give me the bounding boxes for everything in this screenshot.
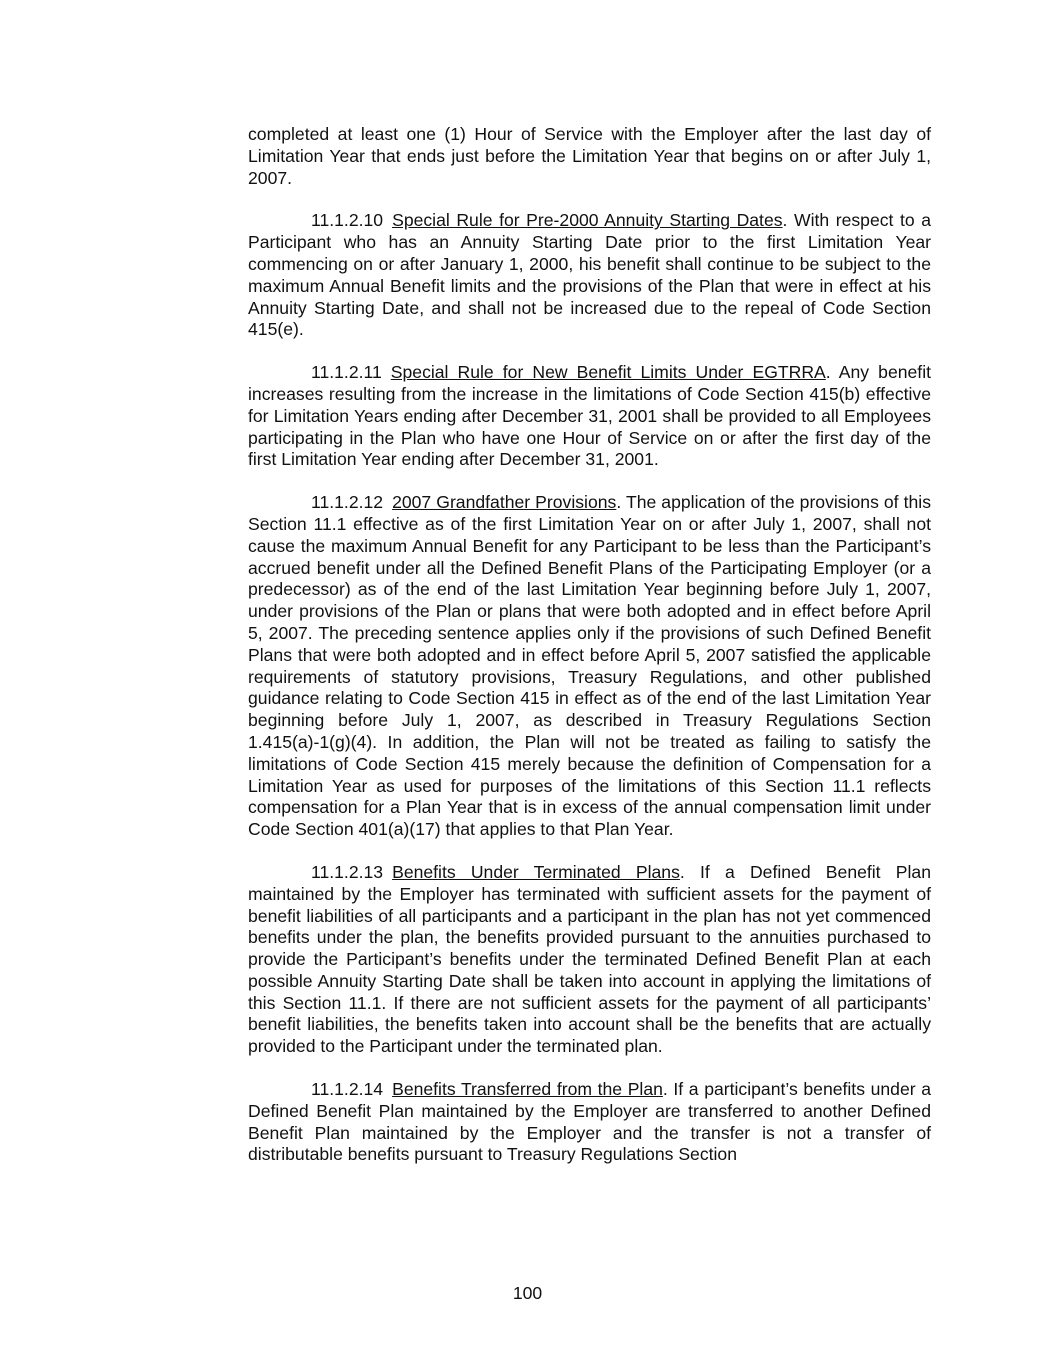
section-heading: Benefits Transferred from the Plan	[392, 1079, 663, 1100]
section-body: . The application of the provisions of this Section 11.1 effective as of the first Limitation Year on or after July 1, 2007, shall not cause the maximum Annual Benefit for any Participant to be less than the Participant’s accrued benefit under all the Defined Benefit Plans of the Participating Employer (or a predecessor) as of the end of the last Limitation Year beginning before July 1, 2007, under provisions of the Plan or plans that were both adopted and in effect before April 5, 2007. The preceding sentence applies only if the provisions of such Defined Benefit Plans that were both adopted and in effect before April 5, 2007 satisfied the applicable requirements of statutory provisions, Treasury Regulations, and other published guidance relating to Code Section 415 in effect as of the end of the last Limitation Year beginning before July 1, 2007, as described in Treasury Regulations Section 1.415(a)-1(g)(4). In addition, the Plan will not be treated as failing to satisfy the limitations of Code Section 415 merely because the definition of Compensation for a Limitation Year as used for purposes of the limitations of this Section 11.1 reflects compensation for a Plan Year that is in excess of the annual compensation limit under Code Section 401(a)(17) that applies to that Plan Year.	[248, 492, 931, 840]
section-body: . If a participant’s benefits under a Defined Benefit Plan maintained by the Employer are transferred to another Defined Benefit Plan maintained by the Employer and the transfer is not a transfer of distributable benefits pursuant to Treasury Regulations Section	[248, 1079, 931, 1165]
section-11-1-2-11	[248, 362, 931, 471]
section-number: 11.1.2.10	[311, 210, 384, 231]
section-number: 11.1.2.14	[311, 1079, 384, 1100]
section-heading: Special Rule for Pre-2000 Annuity Starting Dates	[392, 210, 783, 231]
section-heading: 2007 Grandfather Provisions	[392, 492, 617, 513]
section-number: 11.1.2.12	[311, 492, 384, 513]
section-body: . If a Defined Benefit Plan maintained by the Employer has terminated with sufficient assets for the payment of benefit liabilities of all participants and a participant in the plan has not yet commenced benefits under the plan, the benefits provided pursuant to the annuities purchased to provide the Participant’s benefits under the terminated Defined Benefit Plan at each possible Annuity Starting Date shall be taken into account in applying the limitations of this Section 11.1. If there are not sufficient assets for the payment of all participants’ benefit liabilities, the benefits taken into account shall be the benefits that are actually provided to the Participant under the terminated plan.	[248, 861, 931, 1057]
section-11-1-2-14	[248, 1079, 931, 1166]
section-11-1-2-12	[248, 492, 931, 841]
document-page	[248, 124, 931, 1187]
section-11-1-2-10	[248, 210, 931, 341]
continuation-paragraph: completed at least one (1) Hour of Service with the Employer after the last day of Limitation Year that ends just before the Limitation Year that begins on or after July 1, 2007.	[248, 124, 931, 188]
section-number: 11.1.2.13	[311, 861, 384, 882]
section-body: . With respect to a Participant who has an Annuity Starting Date prior to the first Limitation Year commencing on or after January 1, 2000, his benefit shall continue to be subject to the maximum Annual Benefit limits and the provisions of the Plan that were in effect at his Annuity Starting Date, and shall not be increased due to the repeal of Code Section 415(e).	[248, 210, 931, 340]
section-heading: Benefits Under Terminated Plans	[392, 861, 680, 882]
section-11-1-2-13	[248, 862, 931, 1058]
section-body: . Any benefit increases resulting from the increase in the limitations of Code Section 415(b) effective for Limitation Years ending after December 31, 2001 shall be provided to all Employees participating in the Plan who have one Hour of Service on or after the first day of the first Limitation Year ending after December 31, 2001.	[248, 362, 931, 470]
section-number: 11.1.2.11	[311, 362, 382, 383]
section-heading: Special Rule for New Benefit Limits Under EGTRRA	[390, 362, 826, 383]
page-number: 100	[512, 1283, 543, 1303]
